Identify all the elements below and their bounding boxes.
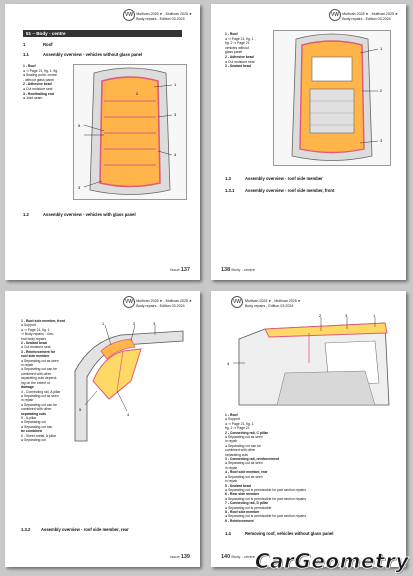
legend-item: ● ⇒ Page 21, fig. 1, fig. [23,68,59,73]
legend-list [21,319,69,442]
header-edition-line: Body repairs - Edition 03.2024 [245,304,294,308]
subheading-number: 1.2 [23,212,29,217]
legend-item: ⇒ Body repairs - Gen- [21,332,55,337]
legend-list [225,413,395,523]
legend-item: 7 - Connecting rail, D pillar [225,501,268,506]
legend-item: ● Joint seam [23,96,43,101]
legend-item: ● Support [21,323,36,328]
callout-label: 2 [380,88,383,93]
legend-item: 1 - Roof [23,64,36,68]
manual-page-138 [211,4,406,280]
legend-item: ● Support [225,417,240,422]
legend-item: 4 - Connecting rail, A pillar [21,389,61,394]
legend-item: separating cuts depend- [21,376,58,381]
legend-item: be combined [21,429,42,434]
legend-item: ● ⇒ Page 21, fig. 1 [225,421,254,426]
header-edition-line: Body repairs - Edition 03.2024 [342,17,391,21]
header-model-line: Multivan 2025 ➤ , Multivan 2025 ➤ [136,12,192,16]
heading-number: 1 [23,42,26,47]
callout-label: 3 [345,313,348,318]
legend-item: ● Cut moisture seal [23,86,53,91]
header-model-line: Multivan 2025 ➤ , Multivan 2025 ➤ [136,299,192,303]
legend-item: 1 - Roof side member, front [21,319,65,323]
section-title: 51 – Body - centre [26,31,66,36]
legend-item: ● Separating cut as seen [21,393,59,398]
legend-item: in repair [225,465,238,470]
legend-list [225,32,271,69]
legend-item: ● Separating cut as seen [225,474,263,479]
legend-item: in repair [21,398,34,403]
legend-item: ● Separating cut can be [225,443,261,448]
header-edition-line: Body repairs - Edition 03.2024 [136,17,185,21]
callout-label: 4 [174,152,177,157]
vw-logo-icon: VW [231,296,243,308]
legend-item: 1 - Roof [225,413,238,417]
legend-item: ● Separating cut can be [21,367,57,372]
legend-item: fig. 2 ⇒ Page 21 [225,426,250,431]
subheading-side-member-front: Assembly overview - roof side member, front [245,188,335,193]
legend-item: 8 - Roof side member [225,509,260,514]
legend-item: 2 - Connecting rail, C pillar [225,430,268,435]
page-number: 140 [221,554,231,560]
subheading-number: 1.3.1 [225,188,235,193]
callout-label: 2 [136,91,139,96]
legend-item: 3 - Sealant bead [225,64,251,69]
legend-item: ● Separating cut as seen [225,461,263,466]
legend-item: combined with other [21,407,52,412]
header-model-line: Multivan 2025 ➤ , Multivan 2025 ➤ [245,299,301,303]
subheading-number: 1.4 [225,531,231,536]
legend-item: ● ⇒ Page 21, fig. 1 [21,327,50,332]
legend-item: in repair [21,363,34,368]
subheading-number: 1.3.2 [21,527,31,532]
legend-item: ● Separating cut [21,437,46,442]
subheading-removing-roof: Removing roof, vehicles without glass panel [245,531,334,536]
page-header [136,12,192,22]
legend-item: separating cuts [21,411,47,416]
page-number: 139 [180,554,190,560]
callout-label: 4 [127,412,130,417]
page-footer [221,554,255,560]
manual-page-140 [211,291,406,567]
callout-label: 1 [380,46,383,51]
callout-label: 1 [174,82,177,87]
page-header [342,12,398,22]
legend-item: ● Cut moisture seal [225,59,255,64]
page-footer [170,554,190,560]
legend-item: in repair [225,479,238,484]
legend-item: ● Separating cut [21,420,46,425]
subheading-roof-side-member: Assembly overview - roof side member [245,176,323,181]
callout-label: 5 [79,407,82,412]
legend-item: roof side member [21,354,50,359]
legend-item: 2 - Adhesive bead [23,82,52,87]
legend-item: 4 - Roof side member, rear [225,470,268,475]
legend-item: 3 - Rooftrailing end [23,91,54,96]
vw-logo-icon: VW [123,296,135,308]
vw-logo-icon: VW [123,9,135,21]
legend-item: ● Separating cut can be [21,402,57,407]
page-footer [221,267,255,273]
subheading-number: 1.1 [23,52,29,57]
callout-label: 3 [153,321,156,326]
callout-label: 3 [174,112,177,117]
subheading-roof-overview: Assembly overview - vehicles without glass panel [43,52,143,57]
legend-item: ● Separating cut is permissible for part section repairs [225,487,307,492]
legend-item: ● Separating cut as seen [225,435,263,440]
legend-item: ● Sealing point, centre [23,73,57,78]
callout-label: 1 [373,313,376,318]
callout-label: 2 [133,321,136,326]
legend-item: 6 - Rear side member [225,492,260,497]
callout-label: 2 [319,313,322,318]
roof-glass-panel-diagram [273,30,391,166]
footer-label: Body - centre [231,267,256,272]
legend-item: ● Separating cut can [21,424,53,429]
legend-item: 2 - Adhesive bead [225,54,254,59]
legend-item: ing on the extent of [21,380,50,385]
legend-item: 3 - Connecting rail, reinforcement [225,457,280,462]
legend-item: ● Separating cut is permissible for part section repairs [225,514,307,519]
page-number: 138 [221,267,231,273]
heading-roof: Roof [43,42,53,47]
footer-label: Issue [170,554,180,559]
manual-page-139 [5,291,200,567]
callout-label: 3 [78,185,81,190]
legend-item: combined with other [21,371,52,376]
page-header [136,299,192,309]
roof-side-member-front-diagram [71,321,185,447]
subheading-glass-panel: Assembly overview - vehicles with glass panel [43,212,136,217]
legend-item: ● Separating cut is permissible [225,505,272,510]
legend-item: ● ⇒ Page 21, fig. 1 , [225,36,256,41]
cargeometry-watermark-logo: CarGeometry [254,549,409,573]
legend-item: 1 - Roof [225,32,238,36]
roof-side-member-rear-diagram [225,313,393,409]
manual-page-137 [5,4,200,280]
legend-list [23,64,73,101]
footer-label: Body - centre [231,554,256,559]
legend-item: - without glass panel [23,77,54,82]
legend-item: vehicles without [225,45,249,50]
subheading-number: 1.3 [225,176,231,181]
legend-item: 9 - Reinforcement [225,518,254,523]
legend-item: glass panel [225,50,243,55]
page-footer [170,267,190,273]
legend-item: combined with other [225,448,256,453]
callout-label: 3 [380,138,383,143]
legend-item: 5 - Sealant bead [225,483,251,488]
legend-item: ● Cut moisture seal [21,345,51,350]
callout-label: 5 [78,123,81,128]
legend-item: 6 - Sheet-metal, A pillar [21,433,57,438]
legend-item: eral body repairs [21,336,47,341]
header-edition-line: Body repairs - Edition 03.2024 [136,304,185,308]
page-number: 137 [180,267,190,273]
footer-label: Issue [170,267,180,272]
page-header [245,299,301,309]
roof-diagram [73,64,187,200]
legend-item: 3 - Reinforcement for [21,349,56,354]
vw-logo-icon: VW [329,9,341,21]
header-model-line: Multivan 2025 ➤ , Multivan 2025 ➤ [342,12,398,16]
legend-item: ● Separating cut is permissible for part section repairs [225,496,307,501]
callout-label: 1 [102,321,105,326]
legend-item: ● Separating cut as seen [21,358,59,363]
subheading-side-member-rear: Assembly overview - roof side member, rear [41,527,129,532]
callout-label: 4 [227,361,230,366]
legend-item: in repair [225,439,238,444]
legend-item: separating cuts [225,452,248,457]
legend-item: fig. 2 ⇒ Page 21 [225,41,250,46]
legend-item: damage [21,385,34,390]
legend-item: 2 - Sealant bead [21,341,47,346]
legend-item: 5 - A-pillar [21,415,37,420]
section-title-bar [23,30,182,37]
